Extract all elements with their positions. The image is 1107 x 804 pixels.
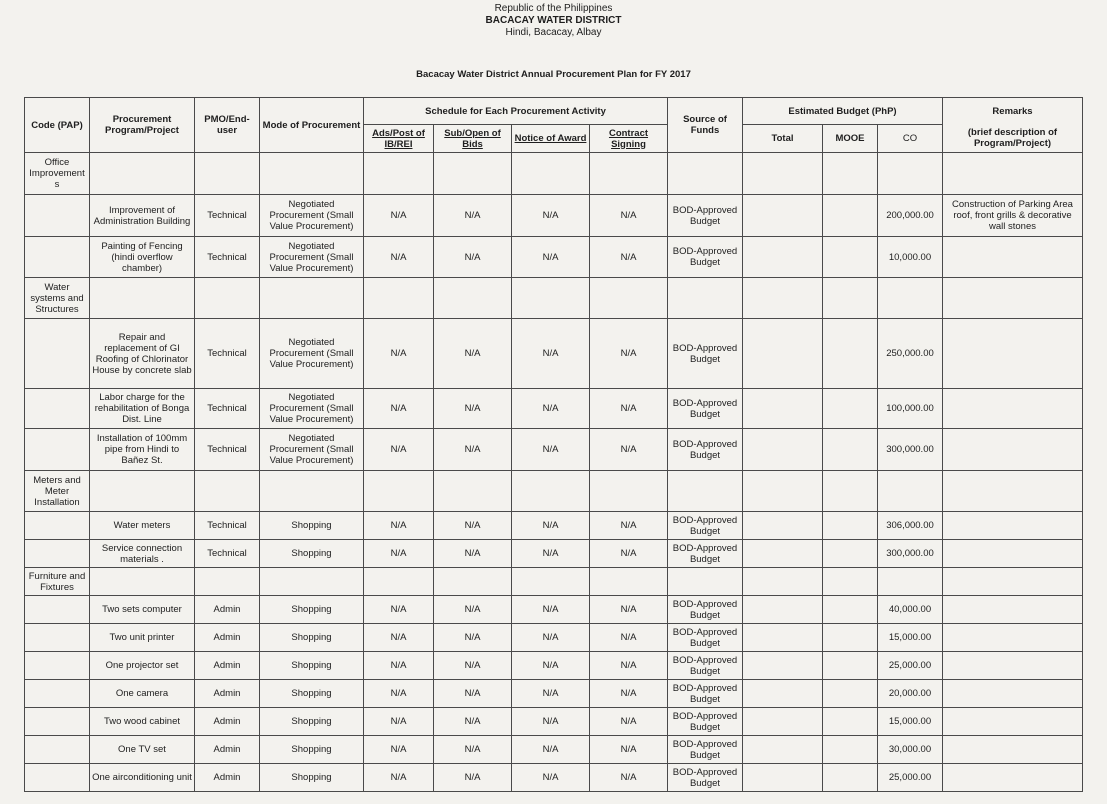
source-cell: BOD-Approved Budget xyxy=(668,624,743,652)
sub-cell: N/A xyxy=(434,389,512,429)
col-notice: Notice of Award xyxy=(512,125,590,153)
empty-cell xyxy=(823,568,878,596)
mode-cell: Shopping xyxy=(260,708,364,736)
mode-cell: Shopping xyxy=(260,596,364,624)
col-remarks: Remarks xyxy=(943,98,1083,125)
code-cell xyxy=(25,736,90,764)
source-cell: BOD-Approved Budget xyxy=(668,596,743,624)
source-cell: BOD-Approved Budget xyxy=(668,195,743,237)
notice-cell: N/A xyxy=(512,512,590,540)
empty-cell xyxy=(364,278,434,319)
notice-cell: N/A xyxy=(512,195,590,237)
empty-cell xyxy=(90,153,195,195)
program-cell: Painting of Fencing (hindi overflow chamber) xyxy=(90,237,195,278)
pmo-cell: Technical xyxy=(195,540,260,568)
code-cell xyxy=(25,429,90,471)
ads-cell: N/A xyxy=(364,389,434,429)
empty-cell xyxy=(434,278,512,319)
notice-cell: N/A xyxy=(512,429,590,471)
category-label: Office Improvement s xyxy=(25,153,90,195)
empty-cell xyxy=(434,153,512,195)
mooe-cell xyxy=(823,624,878,652)
ads-cell: N/A xyxy=(364,708,434,736)
empty-cell xyxy=(434,568,512,596)
sub-cell: N/A xyxy=(434,319,512,389)
total-cell xyxy=(743,540,823,568)
total-cell xyxy=(743,319,823,389)
category-label: Meters and Meter Installation xyxy=(25,471,90,512)
co-cell: 40,000.00 xyxy=(878,596,943,624)
contract-cell: N/A xyxy=(590,624,668,652)
empty-cell xyxy=(90,568,195,596)
sub-cell: N/A xyxy=(434,680,512,708)
contract-cell: N/A xyxy=(590,708,668,736)
mooe-cell xyxy=(823,708,878,736)
notice-cell: N/A xyxy=(512,736,590,764)
pmo-cell: Technical xyxy=(195,389,260,429)
sub-cell: N/A xyxy=(434,512,512,540)
total-cell xyxy=(743,736,823,764)
code-cell xyxy=(25,624,90,652)
source-cell: BOD-Approved Budget xyxy=(668,237,743,278)
program-cell: Two unit printer xyxy=(90,624,195,652)
col-pmo: PMO/End-user xyxy=(195,98,260,153)
col-source: Source of Funds xyxy=(668,98,743,153)
mode-cell: Shopping xyxy=(260,764,364,792)
empty-cell xyxy=(590,568,668,596)
co-cell: 15,000.00 xyxy=(878,624,943,652)
mooe-cell xyxy=(823,596,878,624)
mooe-cell xyxy=(823,512,878,540)
mooe-cell xyxy=(823,389,878,429)
empty-cell xyxy=(943,568,1083,596)
co-cell: 300,000.00 xyxy=(878,429,943,471)
source-cell: BOD-Approved Budget xyxy=(668,319,743,389)
contract-cell: N/A xyxy=(590,736,668,764)
remarks-cell xyxy=(943,540,1083,568)
notice-cell: N/A xyxy=(512,237,590,278)
co-cell: 10,000.00 xyxy=(878,237,943,278)
source-cell: BOD-Approved Budget xyxy=(668,764,743,792)
document-title: Bacacay Water District Annual Procurement Plan for FY 2017 xyxy=(416,69,691,80)
empty-cell xyxy=(823,471,878,512)
total-cell xyxy=(743,680,823,708)
empty-cell xyxy=(668,153,743,195)
empty-cell xyxy=(668,568,743,596)
table-row xyxy=(25,680,1083,708)
plan-body xyxy=(25,153,1083,792)
program-cell: Improvement of Administration Building xyxy=(90,195,195,237)
table-row xyxy=(25,736,1083,764)
sub-cell: N/A xyxy=(434,429,512,471)
code-cell xyxy=(25,319,90,389)
sub-cell: N/A xyxy=(434,708,512,736)
source-cell: BOD-Approved Budget xyxy=(668,708,743,736)
program-cell: Installation of 100mm pipe from Hindi to Bañez St. xyxy=(90,429,195,471)
code-cell xyxy=(25,237,90,278)
code-cell xyxy=(25,389,90,429)
code-cell xyxy=(25,708,90,736)
remarks-cell xyxy=(943,708,1083,736)
empty-cell xyxy=(743,153,823,195)
sub-cell: N/A xyxy=(434,624,512,652)
notice-cell: N/A xyxy=(512,624,590,652)
empty-cell xyxy=(823,278,878,319)
co-cell: 20,000.00 xyxy=(878,680,943,708)
republic-line: Republic of the Philippines xyxy=(494,3,613,14)
ads-cell: N/A xyxy=(364,652,434,680)
mode-cell: Negotiated Procurement (Small Value Procurement) xyxy=(260,319,364,389)
program-cell: One camera xyxy=(90,680,195,708)
empty-cell xyxy=(195,471,260,512)
empty-cell xyxy=(823,153,878,195)
mooe-cell xyxy=(823,319,878,389)
co-cell: 250,000.00 xyxy=(878,319,943,389)
empty-cell xyxy=(743,278,823,319)
table-row xyxy=(25,652,1083,680)
total-cell xyxy=(743,708,823,736)
col-schedule: Schedule for Each Procurement Activity xyxy=(364,98,668,125)
mooe-cell xyxy=(823,429,878,471)
source-cell: BOD-Approved Budget xyxy=(668,429,743,471)
total-cell xyxy=(743,195,823,237)
remarks-cell xyxy=(943,624,1083,652)
remarks-cell xyxy=(943,389,1083,429)
co-cell: 25,000.00 xyxy=(878,652,943,680)
code-cell xyxy=(25,512,90,540)
co-cell: 30,000.00 xyxy=(878,736,943,764)
procurement-plan-table xyxy=(24,97,1083,792)
co-cell: 306,000.00 xyxy=(878,512,943,540)
remarks-cell xyxy=(943,319,1083,389)
mooe-cell xyxy=(823,237,878,278)
contract-cell: N/A xyxy=(590,596,668,624)
pmo-cell: Admin xyxy=(195,652,260,680)
mode-cell: Shopping xyxy=(260,540,364,568)
mode-cell: Negotiated Procurement (Small Value Procurement) xyxy=(260,195,364,237)
ads-cell: N/A xyxy=(364,596,434,624)
ads-cell: N/A xyxy=(364,764,434,792)
ads-cell: N/A xyxy=(364,195,434,237)
total-cell xyxy=(743,237,823,278)
co-cell: 25,000.00 xyxy=(878,764,943,792)
category-label: Furniture and Fixtures xyxy=(25,568,90,596)
empty-cell xyxy=(195,568,260,596)
remarks-cell xyxy=(943,764,1083,792)
source-cell: BOD-Approved Budget xyxy=(668,736,743,764)
col-co: CO xyxy=(878,125,943,153)
empty-cell xyxy=(195,153,260,195)
table-row xyxy=(25,237,1083,278)
col-total: Total xyxy=(743,125,823,153)
col-sub: Sub/Open of Bids xyxy=(434,125,512,153)
total-cell xyxy=(743,624,823,652)
remarks-cell xyxy=(943,237,1083,278)
table-row xyxy=(25,624,1083,652)
empty-cell xyxy=(743,471,823,512)
empty-cell xyxy=(364,153,434,195)
category-row xyxy=(25,153,1083,195)
co-cell: 15,000.00 xyxy=(878,708,943,736)
empty-cell xyxy=(668,278,743,319)
empty-cell xyxy=(260,471,364,512)
notice-cell: N/A xyxy=(512,596,590,624)
empty-cell xyxy=(364,471,434,512)
mode-cell: Shopping xyxy=(260,652,364,680)
empty-cell xyxy=(668,471,743,512)
program-cell: Two sets computer xyxy=(90,596,195,624)
program-cell: One airconditioning unit xyxy=(90,764,195,792)
program-cell: Water meters xyxy=(90,512,195,540)
pmo-cell: Admin xyxy=(195,624,260,652)
notice-cell: N/A xyxy=(512,540,590,568)
pmo-cell: Technical xyxy=(195,237,260,278)
remarks-cell xyxy=(943,596,1083,624)
table-row xyxy=(25,764,1083,792)
empty-cell xyxy=(743,568,823,596)
ads-cell: N/A xyxy=(364,736,434,764)
ads-cell: N/A xyxy=(364,540,434,568)
empty-cell xyxy=(195,278,260,319)
sub-cell: N/A xyxy=(434,195,512,237)
code-cell xyxy=(25,764,90,792)
sub-cell: N/A xyxy=(434,540,512,568)
col-remarks-sub: (brief description of Program/Project) xyxy=(943,125,1083,153)
total-cell xyxy=(743,764,823,792)
contract-cell: N/A xyxy=(590,319,668,389)
notice-cell: N/A xyxy=(512,319,590,389)
ads-cell: N/A xyxy=(364,680,434,708)
empty-cell xyxy=(590,153,668,195)
contract-cell: N/A xyxy=(590,195,668,237)
table-row xyxy=(25,540,1083,568)
co-cell: 100,000.00 xyxy=(878,389,943,429)
empty-cell xyxy=(260,568,364,596)
program-cell: Service connection materials . xyxy=(90,540,195,568)
empty-cell xyxy=(260,153,364,195)
ads-cell: N/A xyxy=(364,512,434,540)
pmo-cell: Admin xyxy=(195,680,260,708)
contract-cell: N/A xyxy=(590,680,668,708)
ads-cell: N/A xyxy=(364,429,434,471)
empty-cell xyxy=(590,278,668,319)
mode-cell: Negotiated Procurement (Small Value Procurement) xyxy=(260,237,364,278)
table-row xyxy=(25,429,1083,471)
total-cell xyxy=(743,429,823,471)
ads-cell: N/A xyxy=(364,237,434,278)
program-cell: Repair and replacement of GI Roofing of Chlorinator House by concrete slab xyxy=(90,319,195,389)
notice-cell: N/A xyxy=(512,764,590,792)
empty-cell xyxy=(260,278,364,319)
remarks-cell xyxy=(943,512,1083,540)
remarks-cell: Construction of Parking Area roof, front grills & decorative wall stones xyxy=(943,195,1083,237)
mooe-cell xyxy=(823,195,878,237)
mode-cell: Shopping xyxy=(260,624,364,652)
col-program: Procurement Program/Project xyxy=(90,98,195,153)
col-budget: Estimated Budget (PhP) xyxy=(743,98,943,125)
mode-cell: Shopping xyxy=(260,736,364,764)
table-row xyxy=(25,319,1083,389)
mode-cell: Shopping xyxy=(260,680,364,708)
ads-cell: N/A xyxy=(364,319,434,389)
mooe-cell xyxy=(823,652,878,680)
mode-cell: Shopping xyxy=(260,512,364,540)
empty-cell xyxy=(512,568,590,596)
notice-cell: N/A xyxy=(512,652,590,680)
mooe-cell xyxy=(823,680,878,708)
source-cell: BOD-Approved Budget xyxy=(668,652,743,680)
empty-cell xyxy=(512,153,590,195)
contract-cell: N/A xyxy=(590,540,668,568)
empty-cell xyxy=(943,471,1083,512)
ads-cell: N/A xyxy=(364,624,434,652)
empty-cell xyxy=(943,153,1083,195)
notice-cell: N/A xyxy=(512,680,590,708)
pmo-cell: Admin xyxy=(195,736,260,764)
category-row xyxy=(25,471,1083,512)
col-contract: Contract Signing xyxy=(590,125,668,153)
remarks-cell xyxy=(943,429,1083,471)
program-cell: One projector set xyxy=(90,652,195,680)
sub-cell: N/A xyxy=(434,764,512,792)
co-cell: 200,000.00 xyxy=(878,195,943,237)
table-row xyxy=(25,195,1083,237)
agency-address: Hindi, Bacacay, Albay xyxy=(505,27,602,38)
mode-cell: Negotiated Procurement (Small Value Procurement) xyxy=(260,429,364,471)
program-cell: Labor charge for the rehabilitation of Bonga Dist. Line xyxy=(90,389,195,429)
empty-cell xyxy=(364,568,434,596)
agency-name: BACACAY WATER DISTRICT xyxy=(485,15,622,26)
empty-cell xyxy=(878,153,943,195)
col-mooe: MOOE xyxy=(823,125,878,153)
notice-cell: N/A xyxy=(512,389,590,429)
code-cell xyxy=(25,652,90,680)
remarks-cell xyxy=(943,652,1083,680)
sub-cell: N/A xyxy=(434,652,512,680)
mooe-cell xyxy=(823,764,878,792)
pmo-cell: Admin xyxy=(195,708,260,736)
code-cell xyxy=(25,195,90,237)
category-label: Water systems and Structures xyxy=(25,278,90,319)
program-cell: One TV set xyxy=(90,736,195,764)
source-cell: BOD-Approved Budget xyxy=(668,540,743,568)
pmo-cell: Technical xyxy=(195,429,260,471)
notice-cell: N/A xyxy=(512,708,590,736)
empty-cell xyxy=(434,471,512,512)
col-mode: Mode of Procurement xyxy=(260,98,364,153)
total-cell xyxy=(743,512,823,540)
source-cell: BOD-Approved Budget xyxy=(668,680,743,708)
contract-cell: N/A xyxy=(590,652,668,680)
table-row xyxy=(25,512,1083,540)
table-row xyxy=(25,708,1083,736)
total-cell xyxy=(743,596,823,624)
sub-cell: N/A xyxy=(434,596,512,624)
pmo-cell: Technical xyxy=(195,319,260,389)
mooe-cell xyxy=(823,540,878,568)
contract-cell: N/A xyxy=(590,237,668,278)
col-ads: Ads/Post of IB/REI xyxy=(364,125,434,153)
contract-cell: N/A xyxy=(590,389,668,429)
letterhead xyxy=(0,3,1107,39)
source-cell: BOD-Approved Budget xyxy=(668,512,743,540)
col-code: Code (PAP) xyxy=(25,98,90,153)
contract-cell: N/A xyxy=(590,429,668,471)
category-row xyxy=(25,278,1083,319)
empty-cell xyxy=(878,568,943,596)
remarks-cell xyxy=(943,680,1083,708)
table-row xyxy=(25,389,1083,429)
sub-cell: N/A xyxy=(434,237,512,278)
pmo-cell: Technical xyxy=(195,512,260,540)
mode-cell: Negotiated Procurement (Small Value Procurement) xyxy=(260,389,364,429)
pmo-cell: Admin xyxy=(195,764,260,792)
empty-cell xyxy=(90,278,195,319)
pmo-cell: Technical xyxy=(195,195,260,237)
code-cell xyxy=(25,540,90,568)
contract-cell: N/A xyxy=(590,764,668,792)
total-cell xyxy=(743,389,823,429)
empty-cell xyxy=(590,471,668,512)
contract-cell: N/A xyxy=(590,512,668,540)
mooe-cell xyxy=(823,736,878,764)
total-cell xyxy=(743,652,823,680)
empty-cell xyxy=(512,471,590,512)
empty-cell xyxy=(878,471,943,512)
sub-cell: N/A xyxy=(434,736,512,764)
code-cell xyxy=(25,680,90,708)
empty-cell xyxy=(943,278,1083,319)
empty-cell xyxy=(878,278,943,319)
table-row xyxy=(25,596,1083,624)
empty-cell xyxy=(90,471,195,512)
program-cell: Two wood cabinet xyxy=(90,708,195,736)
code-cell xyxy=(25,596,90,624)
category-row xyxy=(25,568,1083,596)
source-cell: BOD-Approved Budget xyxy=(668,389,743,429)
empty-cell xyxy=(512,278,590,319)
remarks-cell xyxy=(943,736,1083,764)
pmo-cell: Admin xyxy=(195,596,260,624)
co-cell: 300,000.00 xyxy=(878,540,943,568)
